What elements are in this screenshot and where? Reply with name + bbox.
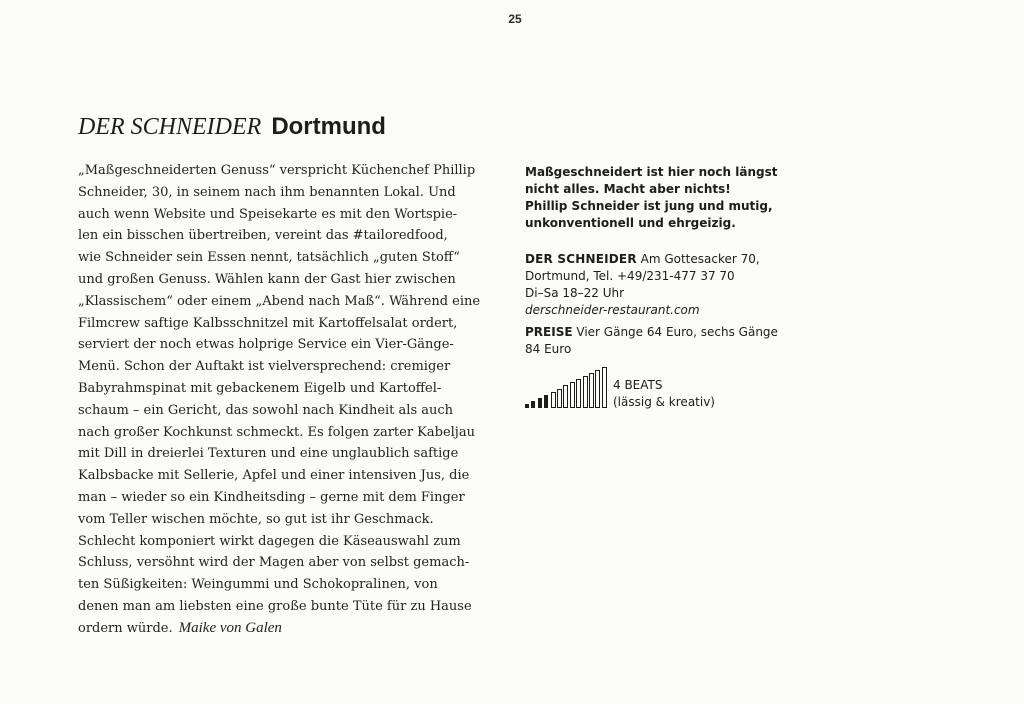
- prices: [525, 324, 825, 358]
- article-line: Filmcrew saftige Kalbsschnitzel mit Kartoffelsalat ordert,: [78, 315, 458, 331]
- headline-restaurant-name: DER SCHNEIDER: [78, 114, 262, 140]
- article-last-text: ordern würde.: [78, 620, 173, 636]
- address-line: [525, 251, 825, 268]
- address-street: Am Gottesacker 70,: [640, 252, 760, 266]
- article-line: wie Schneider sein Essen nennt, tatsächlich „guten Stoff“: [78, 250, 460, 266]
- article-line: Schlecht komponiert wirkt dagegen die Käseauswahl zum: [78, 533, 461, 549]
- teaser-line: unkonventionell und ehrgeizig.: [525, 216, 736, 230]
- beats-text: [613, 377, 715, 411]
- website-link[interactable]: derschneider-restaurant.com: [525, 303, 700, 317]
- article-body: [78, 160, 508, 640]
- article-line: Kalbsbacke mit Sellerie, Apfel und einer intensiven Jus, die: [78, 468, 470, 484]
- article-line: Menü. Schon der Auftakt ist vielversprechend: cremiger: [78, 359, 451, 375]
- headline-city: Dortmund: [271, 113, 386, 140]
- beats-description: (lässig & kreativ): [613, 395, 715, 409]
- restaurant-name-label: DER SCHNEIDER: [525, 252, 637, 266]
- article-line: „Klassischem“ oder einem „Abend nach Maß“. Während eine: [78, 293, 481, 309]
- restaurant-info: [525, 251, 825, 319]
- beat-bar-empty: [570, 382, 575, 408]
- beat-bar-filled: [544, 395, 548, 408]
- article-author: Maike von Galen: [178, 619, 282, 636]
- article-line: ten Süßigkeiten: Weingummi und Schokopralinen, von: [78, 577, 438, 593]
- page-number: 25: [508, 12, 522, 26]
- article-line: len ein bisschen übertreiben, vereint das #tailoredfood,: [78, 228, 448, 244]
- article-line: Schneider, 30, in seinem nach ihm benannten Lokal. Und: [78, 184, 456, 200]
- article-line: und großen Genuss. Wählen kann der Gast hier zwischen: [78, 271, 456, 287]
- article-line: auch wenn Website und Speisekarte es mit den Wortspie-: [78, 206, 458, 222]
- beat-bar-filled: [531, 401, 535, 408]
- info-box: [525, 164, 825, 358]
- prices-line: [525, 324, 825, 341]
- beat-bar-filled: [538, 398, 542, 408]
- article-line: nach großer Kochkunst schmeckt. Es folgen zarter Kabeljau: [78, 424, 475, 440]
- teaser-line: nicht alles. Macht aber nichts!: [525, 182, 731, 196]
- article-line: „Maßgeschneiderten Genuss“ verspricht Küchenchef Phillip: [78, 163, 476, 178]
- beat-bar-empty: [602, 367, 607, 408]
- teaser-line: Phillip Schneider ist jung und mutig,: [525, 199, 773, 213]
- article-line: schaum – ein Gericht, das sowohl nach Kindheit als auch: [78, 402, 454, 418]
- article-line: denen man am liebsten eine große bunte Tüte für zu Hause: [78, 598, 472, 614]
- beats-bar-scale: [525, 368, 609, 410]
- article-line: mit Dill in dreierlei Texturen und eine unglaublich saftige: [78, 446, 459, 462]
- address-city-phone: Dortmund, Tel. +49/231-477 37 70: [525, 269, 735, 283]
- article-line: Schluss, versöhnt wird der Magen aber von selbst gemach-: [78, 555, 470, 571]
- beat-bar-empty: [563, 385, 568, 408]
- article-line: vom Teller wischen möchte, so gut ist ihr Geschmack.: [78, 511, 434, 527]
- beat-bar-empty: [583, 376, 588, 408]
- teaser: [525, 164, 825, 232]
- article-line: serviert der noch etwas holprige Service ein Vier-Gänge-: [78, 337, 454, 353]
- beats-label: 4 BEATS: [613, 378, 663, 392]
- beat-bar-filled: [525, 404, 529, 408]
- opening-hours: Di–Sa 18–22 Uhr: [525, 286, 625, 300]
- beat-bar-empty: [557, 389, 562, 409]
- teaser-line: Maßgeschneidert ist hier noch längst: [525, 165, 778, 179]
- beat-bar-empty: [589, 373, 594, 408]
- prices-label: PREISE: [525, 325, 573, 339]
- prices-text: Vier Gänge 64 Euro, sechs Gänge: [576, 325, 778, 339]
- prices-line-2: 84 Euro: [525, 342, 572, 356]
- article-line: man – wieder so ein Kindheitsding – gerne mit dem Finger: [78, 489, 465, 505]
- article-line: Babyrahmspinat mit gebackenem Eigelb und Kartoffel-: [78, 380, 442, 396]
- beat-bar-empty: [595, 370, 600, 408]
- article-last-line: [78, 618, 508, 640]
- beat-bar-empty: [551, 392, 556, 408]
- beat-bar-empty: [576, 379, 581, 408]
- beats-rating: [525, 368, 765, 412]
- article-headline: [78, 112, 386, 142]
